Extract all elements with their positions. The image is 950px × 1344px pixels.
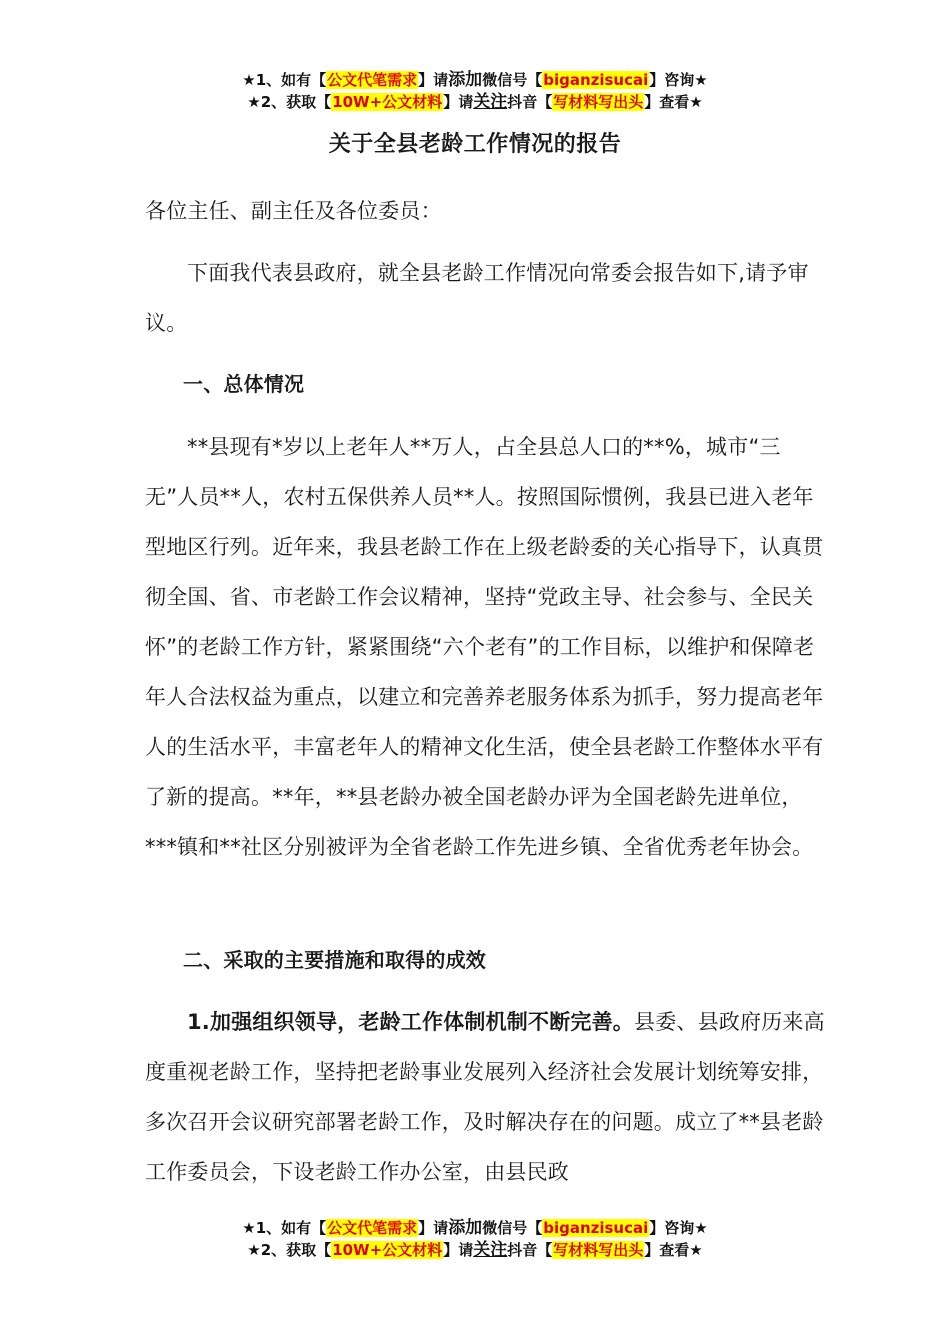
promo-highlight: 写材料写出头 (553, 1241, 644, 1259)
promo-line-2: ★2、获取【10W+公文材料】请关注抖音【写材料写出头】查看★ (247, 92, 703, 112)
promo-highlight: biganzisucai (543, 1219, 649, 1237)
promo-highlight: 公文代笔需求 (327, 1219, 418, 1237)
promo-highlight: 写材料写出头 (553, 93, 644, 111)
section-heading-2: 二、采取的主要措施和取得的成效 (183, 948, 486, 972)
document-title: 关于全县老龄工作情况的报告 (328, 132, 622, 157)
paragraph-lead: 1.加强组织领导，老龄工作体制机制不断完善。 (187, 1010, 634, 1034)
intro-paragraph: 下面我代表县政府，就全县老龄工作情况向常委会报告如下,请予审议。 (145, 261, 809, 335)
section-1-paragraph: **县现有*岁以上老年人**万人，占全县总人口的**%，城市“三无”人员**人，农村五保供养人员**人。按照国际惯例，我县已进入老年型地区行列。近年来，我县老龄工作在上级老龄委的关心指导下，认真贯彻全国、省、市老龄工作会议精神，坚持“党政主导、社会参与、全民关怀”的老龄工作方针，紧紧围绕“六个老有”的工作目标，以维护和保障老年人合法权益为重点，以建立和完善养老服务体系为抓手，努力提高老年人的生活水平，丰富老年人的精神文化生活，使全县老龄工作整体水平有了新的提高。**年，**县老龄办被全国老龄办评为全国老龄先进单位，***镇和**社区分别被评为全省老龄工作先进乡镇、全省优秀老年协会。 (145, 435, 824, 859)
promo-line-1: ★1、如有【公文代笔需求】请添加微信号【biganzisucai】咨询★ (242, 1218, 708, 1238)
promo-banner-bottom (0, 1217, 950, 1261)
section-heading-1: 一、总体情况 (183, 372, 305, 396)
salutation: 各位主任、副主任及各位委员： (145, 199, 442, 223)
promo-highlight: 10W+公文材料 (332, 93, 443, 111)
promo-banner-top (0, 69, 950, 113)
promo-line-1: ★1、如有【公文代笔需求】请添加微信号【biganzisucai】咨询★ (242, 70, 708, 90)
section-2-paragraph (145, 997, 825, 1197)
promo-line-2: ★2、获取【10W+公文材料】请关注抖音【写材料写出头】查看★ (247, 1240, 703, 1260)
promo-highlight: 10W+公文材料 (332, 1241, 443, 1259)
paragraph-body: 县委、县政府历来高度重视老龄工作，坚持把老龄事业发展列入经济社会发展计划统筹安排，多次召开会议研究部署老龄工作，及时解决存在的问题。成立了**县老龄工作委员会，下设老龄工作办公室，由县民政 (145, 1010, 825, 1184)
promo-highlight: 公文代笔需求 (327, 71, 418, 89)
promo-highlight: biganzisucai (543, 71, 649, 89)
